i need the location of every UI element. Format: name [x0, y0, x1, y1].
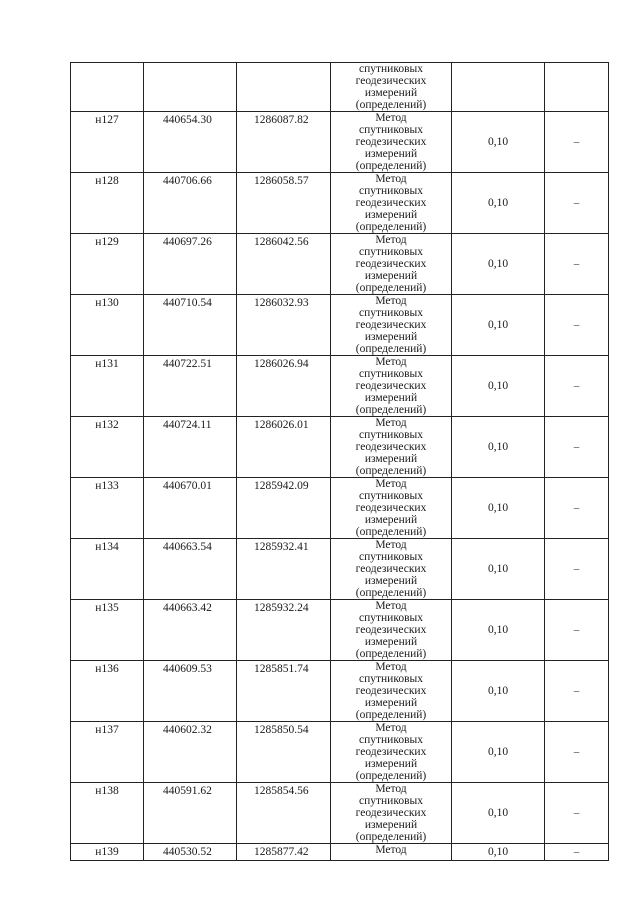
table-row [71, 539, 609, 600]
y-coordinate-cell: 1285851.74 [237, 661, 331, 722]
method-line: спутниковых [358, 246, 423, 258]
method-line: Метод [375, 112, 407, 124]
point-id-cell: н135 [71, 600, 144, 661]
table-row [71, 478, 609, 539]
y-coordinate-cell: 1285877.42 [237, 844, 331, 861]
x-coordinate-cell: 440654.30 [144, 112, 237, 173]
method-line: геодезических [355, 563, 427, 575]
method-line: (определений) [355, 404, 427, 416]
method-line: измерений [364, 148, 418, 160]
point-id-cell: н133 [71, 478, 144, 539]
y-coordinate-cell [237, 63, 331, 112]
y-coordinate-cell: 1285932.24 [237, 600, 331, 661]
method-line: спутниковых [358, 429, 423, 441]
point-id-cell: н136 [71, 661, 144, 722]
dash-cell: – [545, 539, 609, 600]
method-line: Метод [375, 661, 407, 673]
method-line: спутниковых [358, 612, 423, 624]
method-cell [331, 173, 452, 234]
method-line: Метод [375, 173, 407, 185]
point-id-cell: н137 [71, 722, 144, 783]
x-coordinate-cell: 440724.11 [144, 417, 237, 478]
coordinates-table-body [71, 63, 609, 861]
accuracy-cell: 0,10 [452, 295, 545, 356]
method-line: геодезических [355, 136, 427, 148]
table-row [71, 661, 609, 722]
x-coordinate-cell: 440663.54 [144, 539, 237, 600]
method-line: спутниковых [358, 368, 423, 380]
method-cell [331, 783, 452, 844]
method-line: измерений [364, 758, 418, 770]
accuracy-cell: 0,10 [452, 173, 545, 234]
method-cell [331, 417, 452, 478]
method-line: измерений [364, 209, 418, 221]
accuracy-cell: 0,10 [452, 234, 545, 295]
method-line: (определений) [355, 282, 427, 294]
method-line: Метод [375, 478, 407, 490]
method-line: Метод [375, 356, 407, 368]
accuracy-cell: 0,10 [452, 783, 545, 844]
method-line: (определений) [355, 160, 427, 172]
y-coordinate-cell: 1286058.57 [237, 173, 331, 234]
method-cell [331, 234, 452, 295]
accuracy-cell [452, 63, 545, 112]
x-coordinate-cell: 440706.66 [144, 173, 237, 234]
method-line: геодезических [355, 685, 427, 697]
table-row [71, 173, 609, 234]
accuracy-cell: 0,10 [452, 112, 545, 173]
x-coordinate-cell: 440609.53 [144, 661, 237, 722]
x-coordinate-cell: 440530.52 [144, 844, 237, 861]
dash-cell: – [545, 478, 609, 539]
dash-cell [545, 63, 609, 112]
dash-cell: – [545, 234, 609, 295]
x-coordinate-cell: 440602.32 [144, 722, 237, 783]
method-line: измерений [364, 575, 418, 587]
method-cell [331, 722, 452, 783]
coordinates-table [70, 62, 609, 861]
table-row [71, 112, 609, 173]
dash-cell: – [545, 112, 609, 173]
table-row [71, 783, 609, 844]
accuracy-cell: 0,10 [452, 722, 545, 783]
method-line: геодезических [355, 746, 427, 758]
method-cell [331, 661, 452, 722]
y-coordinate-cell: 1286042.56 [237, 234, 331, 295]
method-cell [331, 478, 452, 539]
dash-cell: – [545, 173, 609, 234]
point-id-cell: н129 [71, 234, 144, 295]
method-line: измерений [364, 331, 418, 343]
method-line: измерений [364, 392, 418, 404]
method-cell [331, 63, 452, 112]
point-id-cell: н130 [71, 295, 144, 356]
method-line: (определений) [355, 831, 427, 843]
table-row-continued [71, 63, 609, 112]
method-cell [331, 112, 452, 173]
method-line: геодезических [355, 502, 427, 514]
method-line: (определений) [355, 221, 427, 233]
dash-cell: – [545, 722, 609, 783]
point-id-cell: н138 [71, 783, 144, 844]
table-row [71, 722, 609, 783]
dash-cell: – [545, 295, 609, 356]
x-coordinate-cell [144, 63, 237, 112]
point-id-cell: н127 [71, 112, 144, 173]
x-coordinate-cell: 440710.54 [144, 295, 237, 356]
accuracy-cell: 0,10 [452, 661, 545, 722]
point-id-cell: н132 [71, 417, 144, 478]
accuracy-cell: 0,10 [452, 417, 545, 478]
method-line: (определений) [355, 343, 427, 355]
method-line: спутниковых [358, 185, 423, 197]
method-line: спутниковых [358, 63, 423, 75]
y-coordinate-cell: 1285850.54 [237, 722, 331, 783]
method-cell [331, 295, 452, 356]
method-line: спутниковых [358, 307, 423, 319]
x-coordinate-cell: 440697.26 [144, 234, 237, 295]
table-row-partial [71, 844, 609, 861]
method-line: геодезических [355, 380, 427, 392]
method-line: измерений [364, 697, 418, 709]
dash-cell: – [545, 600, 609, 661]
method-line: (определений) [355, 770, 427, 782]
method-line: спутниковых [358, 795, 423, 807]
method-line: геодезических [355, 197, 427, 209]
method-line: Метод [375, 539, 407, 551]
method-line: геодезических [355, 319, 427, 331]
y-coordinate-cell: 1286032.93 [237, 295, 331, 356]
point-id-cell: н139 [71, 844, 144, 861]
x-coordinate-cell: 440663.42 [144, 600, 237, 661]
y-coordinate-cell: 1286026.01 [237, 417, 331, 478]
method-line: Метод [375, 295, 407, 307]
table-row [71, 600, 609, 661]
method-line: геодезических [355, 258, 427, 270]
table-row [71, 295, 609, 356]
method-line: измерений [364, 514, 418, 526]
dash-cell: – [545, 417, 609, 478]
accuracy-cell: 0,10 [452, 539, 545, 600]
method-line: (определений) [355, 709, 427, 721]
method-cell [331, 356, 452, 417]
point-id-cell: н134 [71, 539, 144, 600]
x-coordinate-cell: 440670.01 [144, 478, 237, 539]
method-line: спутниковых [358, 673, 423, 685]
dash-cell: – [545, 844, 609, 861]
x-coordinate-cell: 440722.51 [144, 356, 237, 417]
method-line: измерений [364, 636, 418, 648]
method-line: измерений [364, 819, 418, 831]
x-coordinate-cell: 440591.62 [144, 783, 237, 844]
method-line: измерений [364, 87, 418, 99]
accuracy-cell: 0,10 [452, 600, 545, 661]
y-coordinate-cell: 1285932.41 [237, 539, 331, 600]
table-row [71, 356, 609, 417]
table-row [71, 417, 609, 478]
point-id-cell: н128 [71, 173, 144, 234]
method-cell: Метод [331, 844, 452, 861]
method-line: Метод [375, 783, 407, 795]
method-line: Метод [375, 722, 407, 734]
method-line: геодезических [355, 624, 427, 636]
method-cell [331, 600, 452, 661]
method-line: (определений) [355, 465, 427, 477]
accuracy-cell: 0,10 [452, 478, 545, 539]
method-line: спутниковых [358, 734, 423, 746]
method-line: спутниковых [358, 551, 423, 563]
dash-cell: – [545, 356, 609, 417]
y-coordinate-cell: 1285942.09 [237, 478, 331, 539]
y-coordinate-cell: 1285854.56 [237, 783, 331, 844]
table-row [71, 234, 609, 295]
method-line: Метод [375, 234, 407, 246]
point-id-cell: н131 [71, 356, 144, 417]
method-line: измерений [364, 453, 418, 465]
method-line: спутниковых [358, 124, 423, 136]
method-line: геодезических [355, 75, 427, 87]
point-id-cell [71, 63, 144, 112]
dash-cell: – [545, 661, 609, 722]
method-line: геодезических [355, 807, 427, 819]
dash-cell: – [545, 783, 609, 844]
y-coordinate-cell: 1286087.82 [237, 112, 331, 173]
method-line: Метод [375, 417, 407, 429]
y-coordinate-cell: 1286026.94 [237, 356, 331, 417]
method-line: (определений) [355, 526, 427, 538]
method-line: Метод [375, 600, 407, 612]
accuracy-cell: 0,10 [452, 844, 545, 861]
accuracy-cell: 0,10 [452, 356, 545, 417]
method-line: спутниковых [358, 490, 423, 502]
method-line: (определений) [355, 99, 427, 111]
method-line: (определений) [355, 648, 427, 660]
method-line: измерений [364, 270, 418, 282]
method-cell [331, 539, 452, 600]
method-line: геодезических [355, 441, 427, 453]
method-line: (определений) [355, 587, 427, 599]
